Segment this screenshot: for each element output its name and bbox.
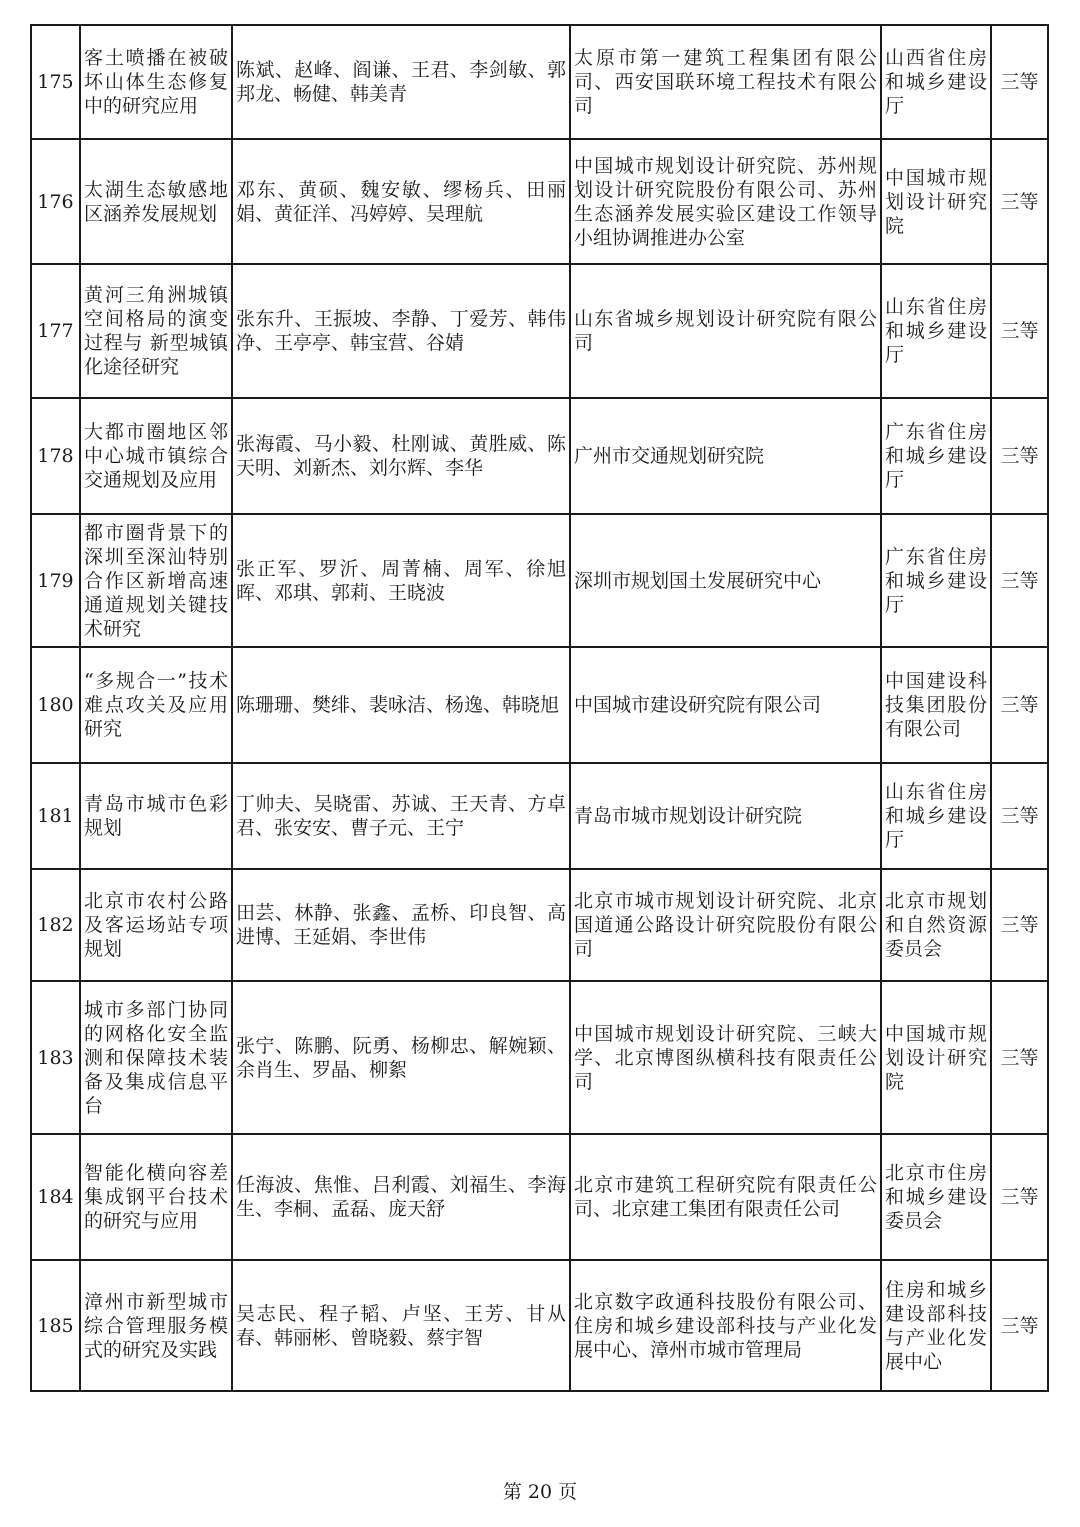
- completing-units: 广州市交通规划研究院: [570, 398, 881, 514]
- award-grade: 三等: [991, 869, 1048, 981]
- award-grade: 三等: [991, 514, 1048, 647]
- page-number: 第 20 页: [502, 1481, 578, 1503]
- recommending-unit: 广东省住房和城乡建设厅: [881, 398, 991, 514]
- table-row: [31, 647, 1048, 763]
- project-title: 太湖生态敏感地区涵养发展规划: [80, 139, 232, 264]
- project-title: 青岛市城市色彩规划: [80, 763, 232, 869]
- table-row: [31, 1134, 1048, 1260]
- project-title: 客土喷播在被破坏山体生态修复中的研究应用: [80, 25, 232, 139]
- project-title: 都市圈背景下的深圳至深汕特别合作区新增高速通道规划关键技术研究: [80, 514, 232, 647]
- award-grade: 三等: [991, 139, 1048, 264]
- project-title: 漳州市新型城市综合管理服务模式的研究及实践: [80, 1260, 232, 1391]
- completing-units: 中国城市建设研究院有限公司: [570, 647, 881, 763]
- main-contributors: 田芸、林静、张鑫、孟桥、印良智、高进博、王延娟、李世伟: [232, 869, 570, 981]
- recommending-unit: 北京市住房和城乡建设委员会: [881, 1134, 991, 1260]
- completing-units: 太原市第一建筑工程集团有限公司、西安国联环境工程技术有限公司: [570, 25, 881, 139]
- main-contributors: 陈斌、赵峰、阎谦、王君、李剑敏、郭邦龙、畅健、韩美青: [232, 25, 570, 139]
- table-row: [31, 981, 1048, 1134]
- table-row: [31, 139, 1048, 264]
- award-number: 177: [31, 264, 80, 398]
- completing-units: 山东省城乡规划设计研究院有限公司: [570, 264, 881, 398]
- award-grade: 三等: [991, 647, 1048, 763]
- project-title: 黄河三角洲城镇空间格局的演变过程与 新型城镇化途径研究: [80, 264, 232, 398]
- award-number: 176: [31, 139, 80, 264]
- award-number: 185: [31, 1260, 80, 1391]
- table-row: [31, 264, 1048, 398]
- project-title: 北京市农村公路及客运场站专项规划: [80, 869, 232, 981]
- main-contributors: 任海波、焦惟、吕利霞、刘福生、李海生、李桐、孟磊、庞天舒: [232, 1134, 570, 1260]
- main-contributors: 张东升、王振坡、李静、丁爱芳、韩伟净、王亭亭、韩宝营、谷婧: [232, 264, 570, 398]
- table-row: [31, 25, 1048, 139]
- completing-units: 北京数字政通科技股份有限公司、住房和城乡建设部科技与产业化发展中心、漳州市城市管理局: [570, 1260, 881, 1391]
- recommending-unit: 中国城市规划设计研究院: [881, 139, 991, 264]
- completing-units: 青岛市城市规划设计研究院: [570, 763, 881, 869]
- completing-units: 深圳市规划国土发展研究中心: [570, 514, 881, 647]
- award-number: 181: [31, 763, 80, 869]
- main-contributors: 吴志民、程子韬、卢坚、王芳、甘从春、韩丽彬、曾晓毅、蔡宇智: [232, 1260, 570, 1391]
- table-body: [31, 25, 1048, 1391]
- award-number: 180: [31, 647, 80, 763]
- award-grade: 三等: [991, 1134, 1048, 1260]
- award-grade: 三等: [991, 981, 1048, 1134]
- award-grade: 三等: [991, 763, 1048, 869]
- award-number: 182: [31, 869, 80, 981]
- table-row: [31, 398, 1048, 514]
- project-title: 城市多部门协同的网格化安全监测和保障技术装备及集成信息平台: [80, 981, 232, 1134]
- project-title: 智能化横向容差集成钢平台技术的研究与应用: [80, 1134, 232, 1260]
- completing-units: 北京市城市规划设计研究院、北京国道通公路设计研究院股份有限公司: [570, 869, 881, 981]
- recommending-unit: 山东省住房和城乡建设厅: [881, 763, 991, 869]
- award-grade: 三等: [991, 1260, 1048, 1391]
- recommending-unit: 住房和城乡建设部科技与产业化发展中心: [881, 1260, 991, 1391]
- table-row: [31, 514, 1048, 647]
- award-number: 184: [31, 1134, 80, 1260]
- table-row: [31, 869, 1048, 981]
- award-number: 175: [31, 25, 80, 139]
- table-row: [31, 763, 1048, 869]
- main-contributors: 张海霞、马小毅、杜刚诚、黄胜威、陈天明、刘新杰、刘尔辉、李华: [232, 398, 570, 514]
- main-contributors: 张宁、陈鹏、阮勇、杨柳忠、解婉颖、余肖生、罗晶、柳絮: [232, 981, 570, 1134]
- completing-units: 中国城市规划设计研究院、苏州规划设计研究院股份有限公司、苏州生态涵养发展实验区建设工作领导小组协调推进办公室: [570, 139, 881, 264]
- recommending-unit: 山东省住房和城乡建设厅: [881, 264, 991, 398]
- main-contributors: 邓东、黄硕、魏安敏、缪杨兵、田丽娟、黄征洋、冯婷婷、吴理航: [232, 139, 570, 264]
- award-grade: 三等: [991, 264, 1048, 398]
- award-grade: 三等: [991, 398, 1048, 514]
- recommending-unit: 山西省住房和城乡建设厅: [881, 25, 991, 139]
- award-number: 178: [31, 398, 80, 514]
- main-contributors: 张正军、罗沂、周菁楠、周军、徐旭晖、邓琪、郭莉、王晓波: [232, 514, 570, 647]
- completing-units: 北京市建筑工程研究院有限责任公司、北京建工集团有限责任公司: [570, 1134, 881, 1260]
- project-title: 大都市圈地区邻中心城市镇综合交通规划及应用: [80, 398, 232, 514]
- recommending-unit: 广东省住房和城乡建设厅: [881, 514, 991, 647]
- main-contributors: 丁帅夫、吴晓雷、苏诚、王天青、方卓君、张安安、曹子元、王宁: [232, 763, 570, 869]
- completing-units: 中国城市规划设计研究院、三峡大学、北京博图纵横科技有限责任公司: [570, 981, 881, 1134]
- award-table: [30, 24, 1049, 1392]
- award-number: 183: [31, 981, 80, 1134]
- recommending-unit: 中国城市规划设计研究院: [881, 981, 991, 1134]
- recommending-unit: 北京市规划和自然资源委员会: [881, 869, 991, 981]
- award-grade: 三等: [991, 25, 1048, 139]
- project-title: “多规合一”技术难点攻关及应用研究: [80, 647, 232, 763]
- recommending-unit: 中国建设科技集团股份有限公司: [881, 647, 991, 763]
- main-contributors: 陈珊珊、樊绯、裴咏洁、杨逸、韩晓旭: [232, 647, 570, 763]
- table-row: [31, 1260, 1048, 1391]
- award-number: 179: [31, 514, 80, 647]
